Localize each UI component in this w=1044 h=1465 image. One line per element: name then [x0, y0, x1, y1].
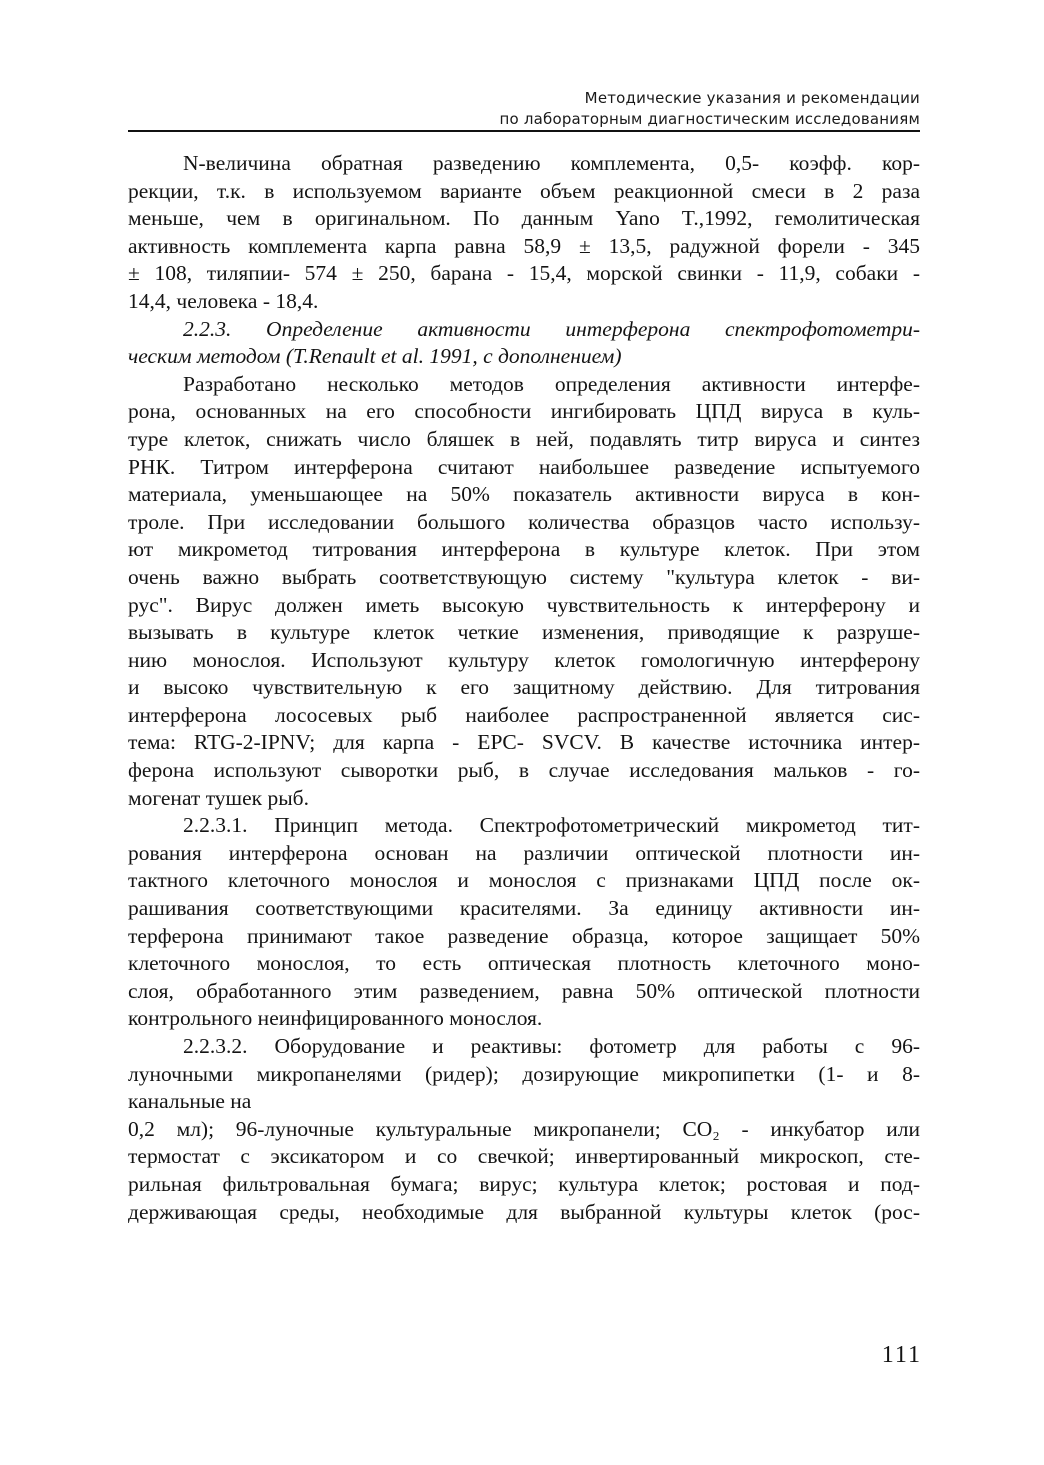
text-line: термостат с эксикатором и со свечкой; инвертированный микроскоп, сте- — [128, 1144, 920, 1169]
text-line: N-величина обратная разведению комплемента, 0,5- коэфф. кор- — [183, 151, 920, 175]
text-line: терферона принимают такое разведение образца, которое защищает 50% — [128, 923, 920, 948]
text-line: РНК. Титром интерферона считают наибольшее разведение испытуемого — [128, 454, 920, 479]
text-line: ческим методом (T.Renault et al. 1991, с дополнением) — [128, 344, 622, 369]
text-line: ± 108, тиляпии- 574 ± 250, барана - 15,4, морской свинки - 11,9, собаки - — [128, 261, 920, 286]
header-line-1: Методические указания и рекомендации — [584, 89, 920, 107]
text-line: ферона используют сыворотки рыб, в случае исследования мальков - го- — [128, 758, 920, 783]
text-line: Разработано несколько методов определения активности интерфе- — [183, 371, 920, 396]
page-number: 111 — [881, 1342, 922, 1368]
text-line: держивающая среды, необходимые для выбранной культуры клеток (рос- — [128, 1199, 920, 1224]
body-text — [128, 150, 920, 1226]
text-line: луночными микропанелями (ридер); дозирующие микропипетки (1- и 8- — [128, 1061, 920, 1086]
text-line: вызывать в культуре клеток четкие изменения, приводящие к разруше- — [128, 620, 920, 645]
text-line: рекции, т.к. в используемом варианте объем реакционной смеси в 2 раза — [128, 178, 920, 203]
text-line: рования интерферона основан на различии оптической плотности ин- — [128, 840, 920, 865]
text-line: клеточного монослоя, то есть оптическая плотность клеточного моно- — [128, 951, 920, 976]
text-line: канальные на — [128, 1089, 252, 1114]
text-line: меньше, чем в оригинальном. По данным Yano T.,1992, гемолитическая — [128, 206, 920, 231]
text-line: активность комплемента карпа равна 58,9 ± 13,5, радужной форели - 345 — [128, 233, 920, 258]
text-line: рона, основанных на его способности ингибировать ЦПД вируса в куль- — [128, 399, 920, 424]
running-header — [128, 88, 920, 130]
text-line: ют микрометод титрования интерферона в культуре клеток. При этом — [128, 537, 920, 562]
text-line: тема: RTG-2-IPNV; для карпа - EPC- SVCV. В качестве источника интер- — [128, 730, 920, 755]
header-rule — [128, 130, 920, 132]
text-line: 2.2.3. Определение активности интерферона спектрофотометри- — [183, 316, 920, 341]
text-line: рашивания соответствующими красителями. За единицу активности ин- — [128, 896, 920, 921]
text-line: и высоко чувствительную к его защитному действию. Для титрования — [128, 675, 920, 700]
text-line: 2.2.3.1. Принцип метода. Спектрофотометрический микрометод тит- — [183, 813, 920, 838]
text-line: туре клеток, снижать число бляшек в ней, подавлять титр вируса и синтез — [128, 426, 920, 451]
text-line: нию монослоя. Используют культуру клеток гомологичную интерферону — [128, 647, 920, 672]
text-line: троле. При исследовании большого количества образцов часто использу- — [128, 509, 920, 534]
text-line: 2.2.3.2. Оборудование и реактивы: фотометр для работы с 96- — [183, 1034, 920, 1058]
text-line: контрольного неинфицированного монослоя. — [128, 1006, 543, 1031]
header-line-2: по лабораторным диагностическим исследованиям — [499, 110, 920, 128]
text-line: 0,2 мл); 96-луночные культуральные микропанели; CO₂ - инкубатор или — [128, 1116, 920, 1141]
text-line: материала, уменьшающее на 50% показатель активности вируса в кон- — [128, 482, 920, 507]
text-line: рильная фильтровальная бумага; вирус; культура клеток; ростовая и под- — [128, 1171, 920, 1196]
text-line: интерферона лососевых рыб наиболее распространенной является сис- — [128, 702, 920, 727]
text-line: слоя, обработанного этим разведением, равна 50% оптической плотности — [128, 978, 920, 1003]
text-line: рус". Вирус должен иметь высокую чувствительность к интерферону и — [128, 592, 920, 617]
text-line: очень важно выбрать соответствующую систему "культура клеток - ви- — [128, 564, 920, 589]
text-line: 14,4, человека - 18,4. — [128, 288, 319, 313]
text-line: тактного клеточного монослоя и монослоя с признаками ЦПД после ок- — [128, 868, 920, 893]
text-line: могенат тушек рыб. — [128, 785, 309, 810]
